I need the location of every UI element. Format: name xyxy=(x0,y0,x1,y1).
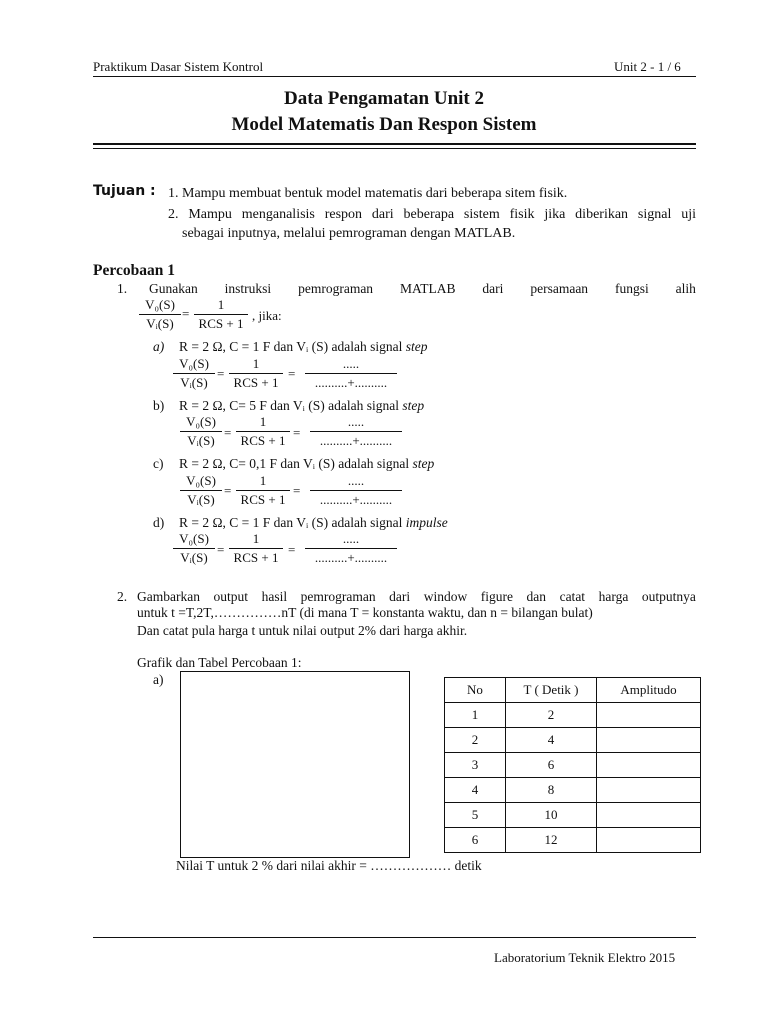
case-d-text: R = 2 Ω, C = 1 F dan Vᵢ (S) adalah signal impulse xyxy=(179,515,448,530)
sub-a-label: a) xyxy=(153,672,164,687)
case-c-eq1: = xyxy=(224,483,232,498)
footer-lab: Laboratorium Teknik Elektro 2015 xyxy=(494,950,676,965)
table-row: 4 8 xyxy=(445,778,701,803)
header-page-number: Unit 2 - 1 / 6 xyxy=(614,59,681,74)
tf-equals: = xyxy=(182,306,190,321)
case-d-answer-blank: ..... ..........+.......... xyxy=(305,531,397,566)
title-divider-thin xyxy=(93,148,696,149)
col-no-header: No xyxy=(445,678,506,703)
case-c-eq2: = xyxy=(293,483,301,498)
table-header-row xyxy=(445,678,701,703)
case-d-tf: 1 RCS + 1 xyxy=(229,531,283,566)
col-t-header: T ( Detik ) xyxy=(506,678,597,703)
case-b-eq2: = xyxy=(293,425,301,440)
case-a-eq2: = xyxy=(288,366,296,381)
percobaan-heading: Percobaan 1 xyxy=(93,262,175,279)
table-row: 5 10 xyxy=(445,803,701,828)
case-c-lhs: V₀(S) Vᵢ(S) xyxy=(180,473,222,508)
case-a-text: R = 2 Ω, C = 1 F dan Vᵢ (S) adalah signal step xyxy=(179,339,428,354)
case-b-text: R = 2 Ω, C= 5 F dan Vᵢ (S) adalah signal step xyxy=(179,398,425,413)
case-d-label: d) xyxy=(153,515,165,530)
footer-divider xyxy=(93,937,696,938)
grafik-label: Grafik dan Tabel Percobaan 1: xyxy=(137,655,302,670)
tujuan-item-2: 2. Mampu menganalisis respon dari beberapa sistem fisik jika diberikan signal uji xyxy=(168,207,696,222)
case-a-answer-blank: ..... ..........+.......... xyxy=(305,356,397,391)
title-line-1: Data Pengamatan Unit 2 xyxy=(283,88,485,109)
case-b-lhs: V₀(S) Vᵢ(S) xyxy=(180,414,222,449)
case-c-tf: 1 RCS + 1 xyxy=(236,473,290,508)
observation-table xyxy=(444,677,701,853)
case-a-tf: 1 RCS + 1 xyxy=(229,356,283,391)
title-divider-thick xyxy=(93,143,696,145)
table-row: 6 12 xyxy=(445,828,701,853)
case-c-text: R = 2 Ω, C= 0,1 F dan Vᵢ (S) adalah signal step xyxy=(179,456,435,471)
case-d-eq1: = xyxy=(217,542,225,557)
case-c-answer-blank: ..... ..........+.......... xyxy=(310,473,402,508)
table-row: 1 2 xyxy=(445,703,701,728)
case-d-lhs: V₀(S) Vᵢ(S) xyxy=(173,531,215,566)
header-divider xyxy=(93,76,696,77)
case-d-eq2: = xyxy=(288,542,296,557)
nilai-t-statement: Nilai T untuk 2 % dari nilai akhir = ……………… detik xyxy=(176,858,482,873)
title-line-2: Model Matematis Dan Respon Sistem xyxy=(231,114,537,135)
table-row: 3 6 xyxy=(445,753,701,778)
item-2-line-3: Dan catat pula harga t untuk nilai output 2% dari harga akhir. xyxy=(137,623,468,638)
case-a-lhs: V₀(S) Vᵢ(S) xyxy=(173,356,215,391)
case-a-eq1: = xyxy=(217,366,225,381)
tujuan-item-1: 1. Mampu membuat bentuk model matematis dari beberapa sitem fisik. xyxy=(168,186,568,201)
item-1-number: 1. xyxy=(117,281,128,296)
case-b-answer-blank: ..... ..........+.......... xyxy=(310,414,402,449)
header-course: Praktikum Dasar Sistem Kontrol xyxy=(93,59,264,74)
col-amplitudo-header: Amplitudo xyxy=(597,678,701,703)
item-2-line-1: Gambarkan output hasil pemrograman dari window figure dan catat harga outputnya xyxy=(137,589,696,604)
tf-lhs-fraction: V₀(S) Vᵢ(S) xyxy=(139,297,181,332)
tf-rhs-fraction: 1 RCS + 1 xyxy=(194,297,248,332)
case-b-eq1: = xyxy=(224,425,232,440)
case-a-label: a) xyxy=(153,339,165,354)
tujuan-label: Tujuan : xyxy=(93,183,156,199)
case-b-tf: 1 RCS + 1 xyxy=(236,414,290,449)
case-c-label: c) xyxy=(153,456,164,471)
graph-box xyxy=(180,671,410,858)
case-b-label: b) xyxy=(153,398,165,413)
item-2-number: 2. xyxy=(117,589,128,604)
table-row: 2 4 xyxy=(445,728,701,753)
tujuan-item-2-cont: sebagai inputnya, melalui pemrograman dengan MATLAB. xyxy=(182,226,516,241)
tf-jika: , jika: xyxy=(252,308,282,323)
item-1-instruction: Gunakan instruksi pemrograman MATLAB dari persamaan fungsi alih xyxy=(149,281,696,296)
item-2-line-2: untuk t =T,2T,……………nT (di mana T = konstanta waktu, dan n = bilangan bulat) xyxy=(137,605,593,620)
